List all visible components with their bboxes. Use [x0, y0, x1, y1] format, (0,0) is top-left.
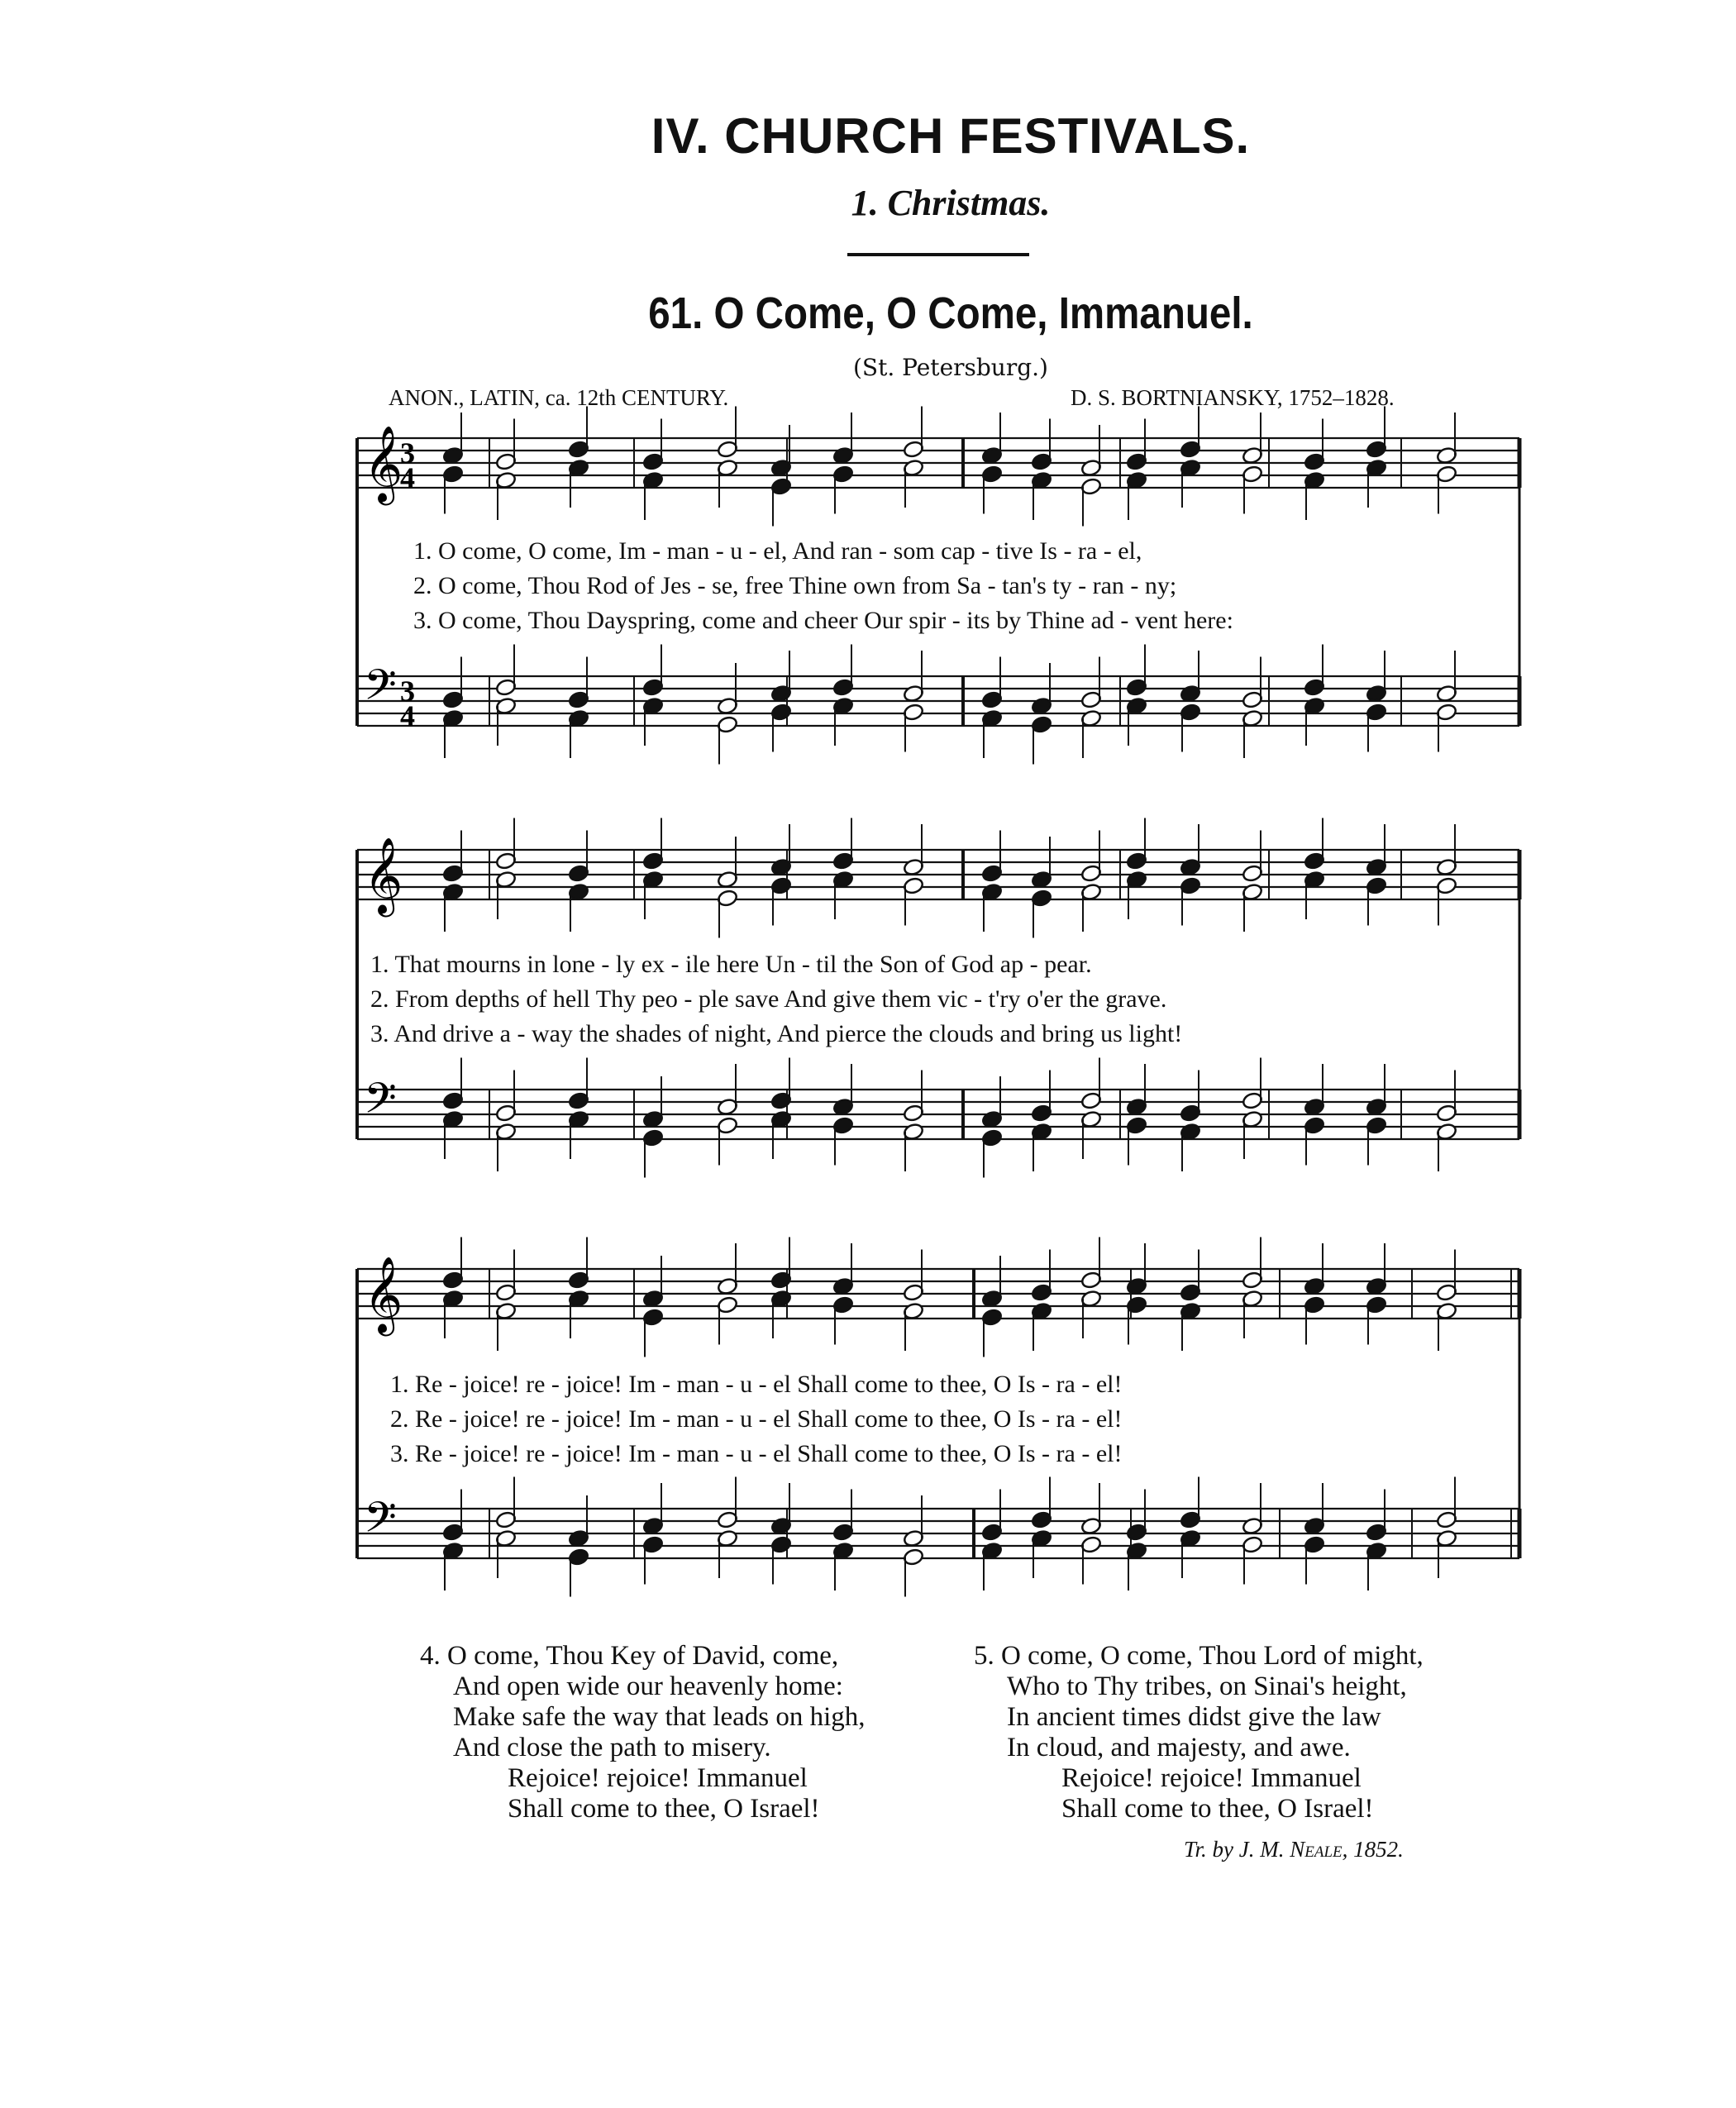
verse-line: Who to Thy tribes, on Sinai's height,	[1007, 1672, 1407, 1701]
lyric-line: 2. O come, Thou Rod of Jes - se, free Thine own from Sa - tan's ty - ran - ny;	[413, 572, 1177, 599]
subsection-title: 1. Christmas.	[851, 183, 1051, 223]
svg-text:𝄢: 𝄢	[364, 1492, 397, 1552]
lyric-line: 2. From depths of hell Thy peo - ple save And give them vic - t'ry o'er the grave.	[370, 985, 1167, 1013]
verse-4	[420, 1641, 866, 1824]
lyric-line: 1. O come, O come, Im - man - u - el, And ran - som cap - tive Is - ra - el,	[413, 537, 1142, 565]
refrain-line: Rejoice! rejoice! Immanuel	[508, 1763, 808, 1793]
verse-line: And open wide our heavenly home:	[453, 1672, 843, 1701]
verse-number: 5.	[974, 1641, 994, 1671]
lyric-line: 1. Re - joice! re - joice! Im - man - u - el Shall come to thee, O Is - ra - el!	[390, 1371, 1123, 1398]
section-title: IV. CHURCH FESTIVALS.	[651, 108, 1251, 164]
lyric-line: 1. That mourns in lone - ly ex - ile here Un - til the Son of God ap - pear.	[370, 951, 1092, 978]
svg-text:𝄢: 𝄢	[364, 660, 397, 720]
svg-text:3: 3	[400, 436, 415, 470]
hymn-title: 61. O Come, O Come, Immanuel.	[648, 289, 1253, 338]
verse-line: Make safe the way that leads on high,	[453, 1702, 866, 1732]
refrain-line: Shall come to thee, O Israel!	[508, 1794, 820, 1824]
verse-number: 4.	[420, 1641, 441, 1671]
verse-5	[974, 1641, 1424, 1824]
tune-name: (St. Petersburg.)	[853, 354, 1048, 381]
refrain-line: Shall come to thee, O Israel!	[1061, 1794, 1374, 1824]
text-credit: ANON., LATIN, ca. 12th CENTURY.	[389, 385, 729, 410]
svg-text:𝄞: 𝄞	[364, 425, 403, 502]
music-credit: D. S. BORTNIANSKY, 1752–1828.	[1071, 385, 1395, 410]
verse-line: In ancient times didst give the law	[1007, 1702, 1381, 1732]
lyric-line: 2. Re - joice! re - joice! Im - man - u - el Shall come to thee, O Is - ra - el!	[390, 1405, 1123, 1433]
svg-text:4: 4	[400, 699, 415, 732]
verse-line: In cloud, and majesty, and awe.	[1007, 1733, 1351, 1762]
svg-text:𝄢: 𝄢	[364, 1073, 397, 1133]
svg-text:𝄞: 𝄞	[364, 1256, 403, 1333]
svg-text:4: 4	[400, 461, 415, 494]
lyric-line: 3. And drive a - way the shades of night, And pierce the clouds and bring us light!	[370, 1020, 1183, 1047]
verse-line: O come, Thou Key of David, come,	[447, 1641, 839, 1671]
lyric-line: 3. O come, Thou Dayspring, come and cheer Our spir - its by Thine ad - vent here:	[413, 607, 1233, 634]
translator-credit: Tr. by J. M. Neale, 1852.	[1184, 1837, 1404, 1862]
svg-text:3: 3	[400, 675, 415, 708]
lyric-line: 3. Re - joice! re - joice! Im - man - u - el Shall come to thee, O Is - ra - el!	[390, 1440, 1123, 1467]
verse-line: And close the path to misery.	[453, 1733, 771, 1762]
svg-text:𝄞: 𝄞	[364, 837, 403, 913]
verse-line: O come, O come, Thou Lord of might,	[1001, 1641, 1424, 1671]
translator-name: Neale	[1290, 1837, 1343, 1862]
refrain-line: Rejoice! rejoice! Immanuel	[1061, 1763, 1362, 1793]
